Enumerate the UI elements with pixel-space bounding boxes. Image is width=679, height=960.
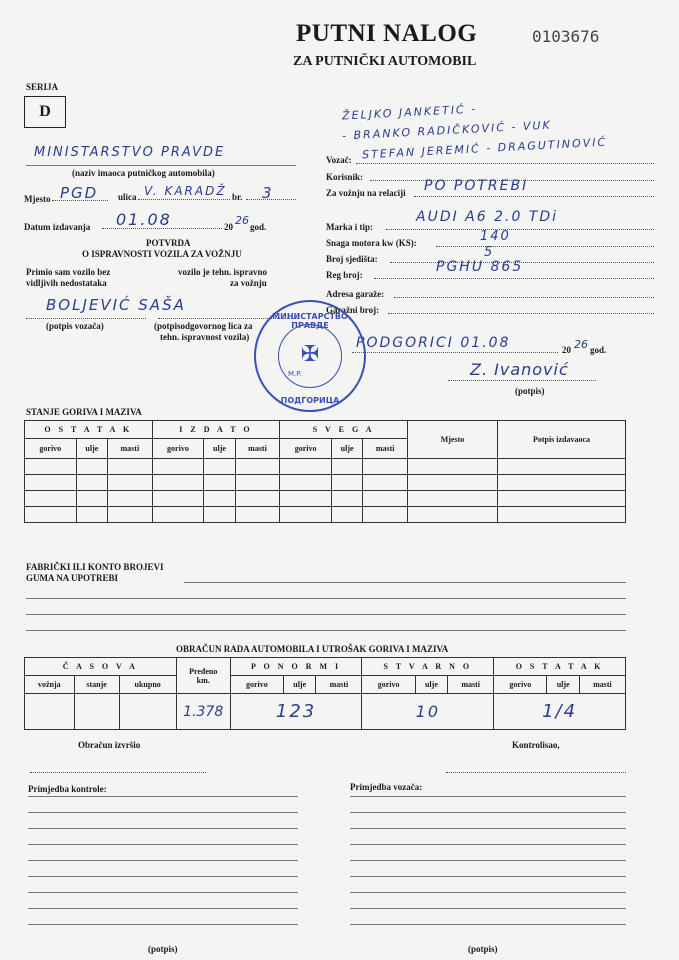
remark-line	[350, 892, 626, 893]
remark-line	[28, 860, 298, 861]
drivers-line-2: - BRANKO RADIČKOVIĆ - VUK	[341, 118, 553, 143]
adresa-label: Adresa garaže:	[326, 289, 385, 299]
serija-value: D	[39, 103, 51, 120]
driver-sig-line	[26, 318, 146, 319]
relacija-line	[414, 196, 654, 197]
issue-god: god.	[250, 222, 267, 232]
adresa-line	[394, 297, 654, 298]
ulica-label: ulica	[118, 192, 137, 202]
confirmation-left-1: Primio sam vozilo bez	[26, 267, 111, 277]
issue-year-prefix: 20	[224, 222, 233, 232]
mjesto-value: PGD	[60, 184, 99, 202]
page-title: PUTNI NALOG	[296, 20, 478, 47]
stamp-text-mid: M.P.	[288, 370, 302, 378]
calc-km-value: 1.378	[176, 694, 230, 730]
calc-predeno-unit: km.	[196, 675, 210, 685]
remark-line	[28, 892, 298, 893]
remarks-left-label: Primjedba kontrole:	[28, 784, 107, 794]
br-label: br.	[232, 192, 243, 202]
calc-actual-value: 10	[362, 694, 494, 730]
vozac-label: Vozač:	[326, 155, 352, 165]
calc-sub-masti: masti	[448, 676, 494, 694]
remarks-right-label: Primjedba vozača:	[350, 782, 423, 792]
calc-sub-voznja: vožnja	[25, 676, 75, 694]
calc-predeno-label: Pređeno	[189, 666, 218, 676]
confirmation-left-2: vidljivih nedostataka	[26, 278, 107, 288]
calc-norm-value: 123	[230, 694, 362, 730]
stamp-text-bottom: ПОДГОРИЦА	[280, 396, 340, 405]
place-date-line	[352, 352, 558, 353]
fuel-row	[25, 459, 626, 475]
calc-row	[25, 694, 626, 730]
marka-value: AUDI A6 2.0 TDi	[416, 209, 559, 225]
remark-line	[350, 860, 626, 861]
issuer-signature: Z. Ivanović	[470, 360, 569, 379]
drivers-line-1: ŽELJKO JANKETIĆ -	[341, 102, 478, 123]
remark-line	[350, 908, 626, 909]
tyres-title-2: GUMA NA UPOTREBI	[26, 573, 119, 583]
marka-label: Marka i tip:	[326, 222, 373, 232]
serija-label: SERIJA	[26, 82, 59, 92]
fuel-row	[25, 507, 626, 523]
tyres-line	[26, 614, 626, 615]
fuel-row	[25, 491, 626, 507]
relacija-label: Za vožnju na relaciji	[326, 188, 406, 198]
confirmation-right-1: vozilo je tehn. ispravno	[178, 267, 267, 277]
br-line	[246, 199, 296, 200]
vozac-line	[356, 163, 654, 164]
remarks-right-potpis: (potpis)	[468, 944, 498, 954]
snaga-label: Snaga motora kw (KS):	[326, 238, 417, 248]
obracun-line	[30, 772, 206, 773]
fuel-sub-masti: masti	[363, 439, 408, 459]
calc-sub-gorivo: gorivo	[230, 676, 283, 694]
fuel-sub-masti: masti	[235, 439, 280, 459]
tyres-line	[184, 582, 626, 583]
korisnik-label: Korisnik:	[326, 172, 364, 182]
sign-year-prefix: 20	[562, 345, 571, 355]
relacija-value: PO POTREBI	[424, 178, 529, 194]
calc-group-ponormi: P O N O R M I	[230, 658, 362, 676]
fuel-sub-gorivo: gorivo	[152, 439, 204, 459]
serial-number: 0103676	[532, 27, 600, 46]
remark-line	[28, 828, 298, 829]
ulica-value: V. KARADŽ	[144, 184, 227, 198]
sjedista-label: Broj sjedišta:	[326, 254, 378, 264]
owner-line	[26, 165, 296, 166]
confirmation-title: POTVRDA	[146, 238, 191, 248]
fuel-title: STANJE GORIVA I MAZIVA	[26, 407, 142, 417]
mjesto-label: Mjesto	[24, 194, 51, 204]
kontrolisao-label: Kontrolisao,	[512, 740, 560, 750]
serija-box	[24, 96, 66, 128]
driver-signature: BOLJEVIĆ SAŠA	[46, 296, 186, 314]
snaga-value: 140	[480, 229, 511, 244]
fuel-sub-gorivo: gorivo	[280, 439, 332, 459]
remark-line	[350, 844, 626, 845]
calc-predeno-header	[176, 658, 230, 694]
issue-date-line	[102, 228, 222, 229]
calc-group-stvarno: S T V A R N O	[362, 658, 494, 676]
fuel-group-svega: S V E G A	[280, 421, 408, 439]
confirmation-subtitle: O ISPRAVNOSTI VOZILA ZA VOŽNJU	[82, 249, 242, 259]
issue-date-label: Datum izdavanja	[24, 222, 91, 232]
issuer-potpis: (potpis)	[515, 386, 545, 396]
confirmation-right-2: za vožnju	[230, 278, 267, 288]
obracun-label: Obračun izvršio	[78, 740, 141, 750]
fuel-table	[24, 420, 626, 523]
ulica-line	[138, 199, 230, 200]
page-subtitle: ZA PUTNIČKI AUTOMOBIL	[293, 54, 477, 69]
fuel-sub-ulje: ulje	[331, 439, 362, 459]
remark-line	[28, 812, 298, 813]
calc-sub-masti: masti	[316, 676, 362, 694]
remark-line	[350, 812, 626, 813]
fuel-group-izdato: I Z D A T O	[152, 421, 280, 439]
mjesto-line	[52, 200, 108, 201]
calc-casova-header: Č A S O V A	[25, 658, 177, 676]
fuel-sub-ulje: ulje	[204, 439, 235, 459]
reg-value: PGHU 865	[436, 259, 524, 275]
garazni-label: Garažni broj:	[326, 305, 380, 315]
remark-line	[28, 844, 298, 845]
fuel-sub-ulje: ulje	[76, 439, 107, 459]
calc-sub-ukupno: ukupno	[119, 676, 176, 694]
sign-year-value: 26	[574, 338, 588, 351]
kontrolisao-line	[446, 772, 626, 773]
issue-date-value: 01.08	[116, 210, 172, 229]
sjedista-value: 5	[484, 245, 495, 260]
issue-year-value: 26	[235, 214, 249, 227]
garazni-line	[388, 313, 654, 314]
calc-sub-ulje: ulje	[547, 676, 579, 694]
resp-caption-2: tehn. ispravnost vozila)	[160, 332, 250, 342]
remark-line	[350, 796, 626, 797]
stamp-text-top: МИНИСТАРСТВО ПРАВДЕ	[272, 312, 348, 330]
fuel-sub-masti: masti	[108, 439, 153, 459]
snaga-line	[436, 246, 654, 247]
fuel-potpis-header: Potpis izdavaoca	[498, 421, 626, 459]
remark-line	[350, 876, 626, 877]
vozac-value: STEFAN JEREMIĆ - DRAGUTINOVIĆ	[361, 135, 608, 162]
calc-title: OBRAČUN RADA AUTOMOBILA I UTROŠAK GORIVA I MAZIVA	[176, 644, 449, 654]
fuel-mjesto-header: Mjesto	[408, 421, 498, 459]
stamp-emblem-icon: ✠	[300, 341, 320, 366]
fuel-group-ostatak: O S T A T A K	[25, 421, 153, 439]
tyres-title-1: FABRIČKI ILI KONTO BROJEVI	[26, 562, 164, 572]
driver-caption: (potpis vozača)	[46, 321, 104, 331]
calc-table	[24, 657, 626, 730]
calc-rest-value: 1/4	[494, 694, 626, 730]
calc-sub-ulje: ulje	[415, 676, 447, 694]
calc-sub-gorivo: gorivo	[362, 676, 415, 694]
issuer-sig-line	[448, 380, 596, 381]
remarks-left-potpis: (potpis)	[148, 944, 178, 954]
place-date-value: PODGORICI 01.08	[356, 335, 511, 351]
remark-line	[28, 924, 298, 925]
sign-god: god.	[590, 345, 607, 355]
calc-sub-ulje: ulje	[283, 676, 315, 694]
calc-sub-stanje: stanje	[74, 676, 119, 694]
tyres-line	[26, 598, 626, 599]
calc-sub-masti: masti	[579, 676, 625, 694]
reg-label: Reg broj:	[326, 270, 363, 280]
tyres-line	[26, 630, 626, 631]
resp-caption-1: (potpisodgovornog lica za	[154, 321, 253, 331]
br-value: 3	[262, 184, 274, 202]
calc-sub-gorivo: gorivo	[494, 676, 547, 694]
owner-caption: (naziv imaoca putničkog automobila)	[72, 168, 215, 178]
fuel-sub-gorivo: gorivo	[25, 439, 77, 459]
calc-group-ostatak: O S T A T A K	[494, 658, 626, 676]
reg-line	[374, 278, 654, 279]
remark-line	[350, 924, 626, 925]
owner-value: MINISTARSTVO PRAVDE	[34, 145, 226, 160]
remark-line	[28, 908, 298, 909]
fuel-row	[25, 475, 626, 491]
marka-line	[386, 229, 654, 230]
remark-line	[28, 796, 298, 797]
remark-line	[350, 828, 626, 829]
remark-line	[28, 876, 298, 877]
